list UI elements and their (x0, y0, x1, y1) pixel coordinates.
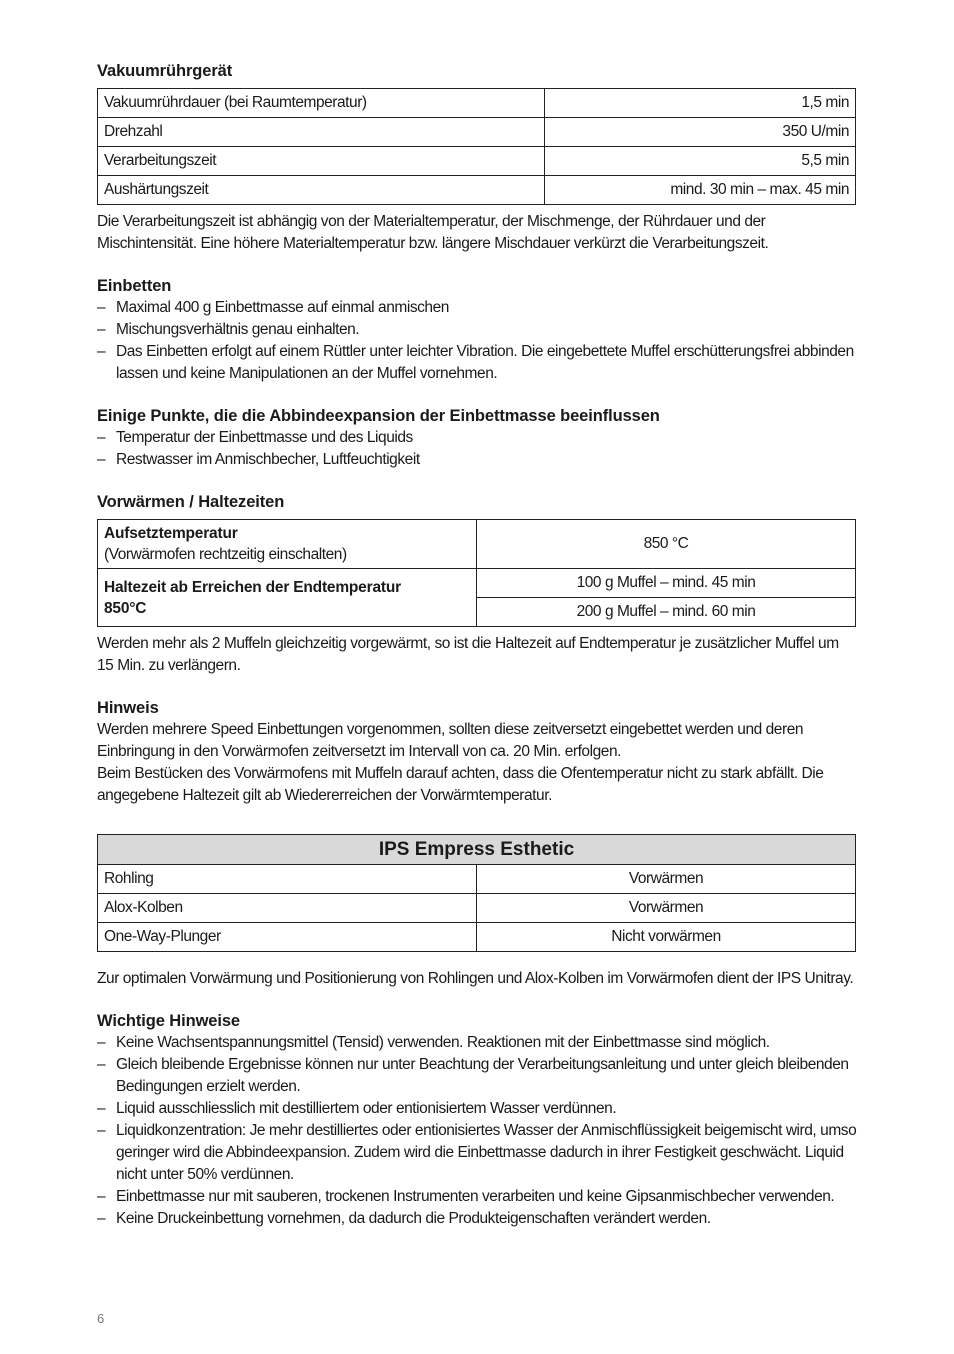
wichtige-hinweise-list (97, 1032, 857, 1230)
list-item: – Keine Druckeinbettung vornehmen, da dadurch die Produkteigenschaften verändert werden. (97, 1208, 857, 1230)
table-cell-value: 350 U/min (545, 118, 856, 147)
table-cell-value: 100 g Muffel – mind. 45 min (477, 569, 856, 598)
list-item: – Das Einbetten erfolgt auf einem Rüttler unter leichter Vibration. Die eingebettete Muffel erschütterungsfrei abbinden lassen und keine Manipulationen an der Muffel vornehmen. (97, 341, 857, 385)
table-cell-value: 200 g Muffel – mind. 60 min (477, 598, 856, 627)
table-cell-value: 5,5 min (545, 147, 856, 176)
list-item: – Liquid ausschliesslich mit destilliertem oder entionisiertem Wasser verdünnen. (97, 1098, 857, 1120)
document-page (97, 60, 857, 1230)
table-cell-label: Drehzahl (98, 118, 545, 147)
section-title-einbetten: Einbetten (97, 277, 172, 295)
table-row (98, 894, 856, 923)
empress-table (97, 834, 856, 952)
list-item: – Einbettmasse nur mit sauberen, trockenen Instrumenten verarbeiten und keine Gipsanmischbecher verwenden. (97, 1186, 857, 1208)
table-cell-label: Aushärtungszeit (98, 176, 545, 205)
table-header-row (98, 835, 856, 865)
table-cell-value: 1,5 min (545, 89, 856, 118)
table-row (98, 118, 856, 147)
empress-table-title: IPS Empress Esthetic (98, 835, 856, 865)
vakuum-table (97, 88, 856, 205)
vorwaermen-table (97, 519, 856, 627)
section-title-hinweis: Hinweis (97, 699, 159, 717)
section-title-wichtige-hinweise: Wichtige Hinweise (97, 1012, 241, 1030)
list-item: – Restwasser im Anmischbecher, Luftfeuchtigkeit (97, 449, 857, 471)
table-cell-value: mind. 30 min – max. 45 min (545, 176, 856, 205)
table-row (98, 923, 856, 952)
table-row (98, 89, 856, 118)
table-row (98, 147, 856, 176)
table-cell-label: Alox-Kolben (98, 894, 477, 923)
table-row (98, 520, 856, 569)
list-item: – Temperatur der Einbettmasse und des Liquids (97, 427, 857, 449)
section-title-vorwaermen: Vorwärmen / Haltezeiten (97, 493, 285, 511)
section-title-abbindeexpansion: Einige Punkte, die die Abbindeexpansion der Einbettmasse beeinflussen (97, 407, 660, 425)
table-row (98, 569, 856, 598)
vakuum-note: Die Verarbeitungszeit ist abhängig von der Materialtemperatur, der Mischmenge, der Rührdauer und der Mischintensität. Eine höhere Materialtemperatur bzw. längere Mischdauer verkürzt die Verarbeitungszeit. (97, 213, 769, 252)
empress-note: Zur optimalen Vorwärmung und Positionierung von Rohlingen und Alox-Kolben im Vorwärmofen dient der IPS Unitray. (97, 970, 854, 987)
einbetten-list (97, 297, 857, 385)
aufsetztemperatur-sub: (Vorwärmofen rechtzeitig einschalten) (104, 546, 347, 563)
table-cell-value: Vorwärmen (477, 865, 856, 894)
vorwaermen-note: Werden mehr als 2 Muffeln gleichzeitig vorgewärmt, so ist die Haltezeit auf Endtemperatur je zusätzlicher Muffel um 15 Min. zu verlängern. (97, 635, 839, 674)
list-item: – Keine Wachsentspannungsmittel (Tensid) verwenden. Reaktionen mit der Einbettmasse sind möglich. (97, 1032, 857, 1054)
aufsetztemperatur-label: Aufsetztemperatur (104, 525, 238, 542)
list-item: – Maximal 400 g Einbettmasse auf einmal anmischen (97, 297, 857, 319)
table-row (98, 865, 856, 894)
page-number: 6 (97, 1311, 105, 1326)
table-cell-label: One-Way-Plunger (98, 923, 477, 952)
table-cell-value: Nicht vorwärmen (477, 923, 856, 952)
haltezeit-label: Haltezeit ab Erreichen der Endtemperatur 850°C (98, 569, 477, 627)
table-cell-value: 850 °C (477, 520, 856, 569)
hinweis-paragraph: Werden mehrere Speed Einbettungen vorgenommen, sollten diese zeitversetzt eingebettet werden und deren Einbringung in den Vorwärmofen zeitversetzt im Intervall von ca. 20 Min. erfolgen. (97, 721, 804, 760)
table-cell-label (98, 520, 477, 569)
table-cell-label: Verarbeitungszeit (98, 147, 545, 176)
list-item: – Gleich bleibende Ergebnisse können nur unter Beachtung der Verarbeitungsanleitung und unter gleich bleibenden Bedingungen erzielt werden. (97, 1054, 857, 1098)
abbinde-list (97, 427, 857, 471)
table-cell-label: Rohling (98, 865, 477, 894)
table-cell-label: Vakuumrührdauer (bei Raumtemperatur) (98, 89, 545, 118)
section-title-vakuum: Vakuumrührgerät (97, 62, 233, 80)
list-item: – Liquidkonzentration: Je mehr destilliertes oder entionisiertes Wasser der Anmischflüssigkeit beigemischt wird, umso geringer wird die Abbindeexpansion. Zudem wird die Einbettmasse dadurch in ihrer Festigkeit geschwächt. Liquid nicht unter 50% verdünnen. (97, 1120, 857, 1186)
table-cell-value: Vorwärmen (477, 894, 856, 923)
table-row (98, 176, 856, 205)
hinweis-paragraph: Beim Bestücken des Vorwärmofens mit Muffeln darauf achten, dass die Ofentemperatur nicht zu stark abfällt. Die angegebene Haltezeit gilt ab Wiedererreichen der Vorwärmtemperatur. (97, 765, 824, 804)
list-item: – Mischungsverhältnis genau einhalten. (97, 319, 857, 341)
